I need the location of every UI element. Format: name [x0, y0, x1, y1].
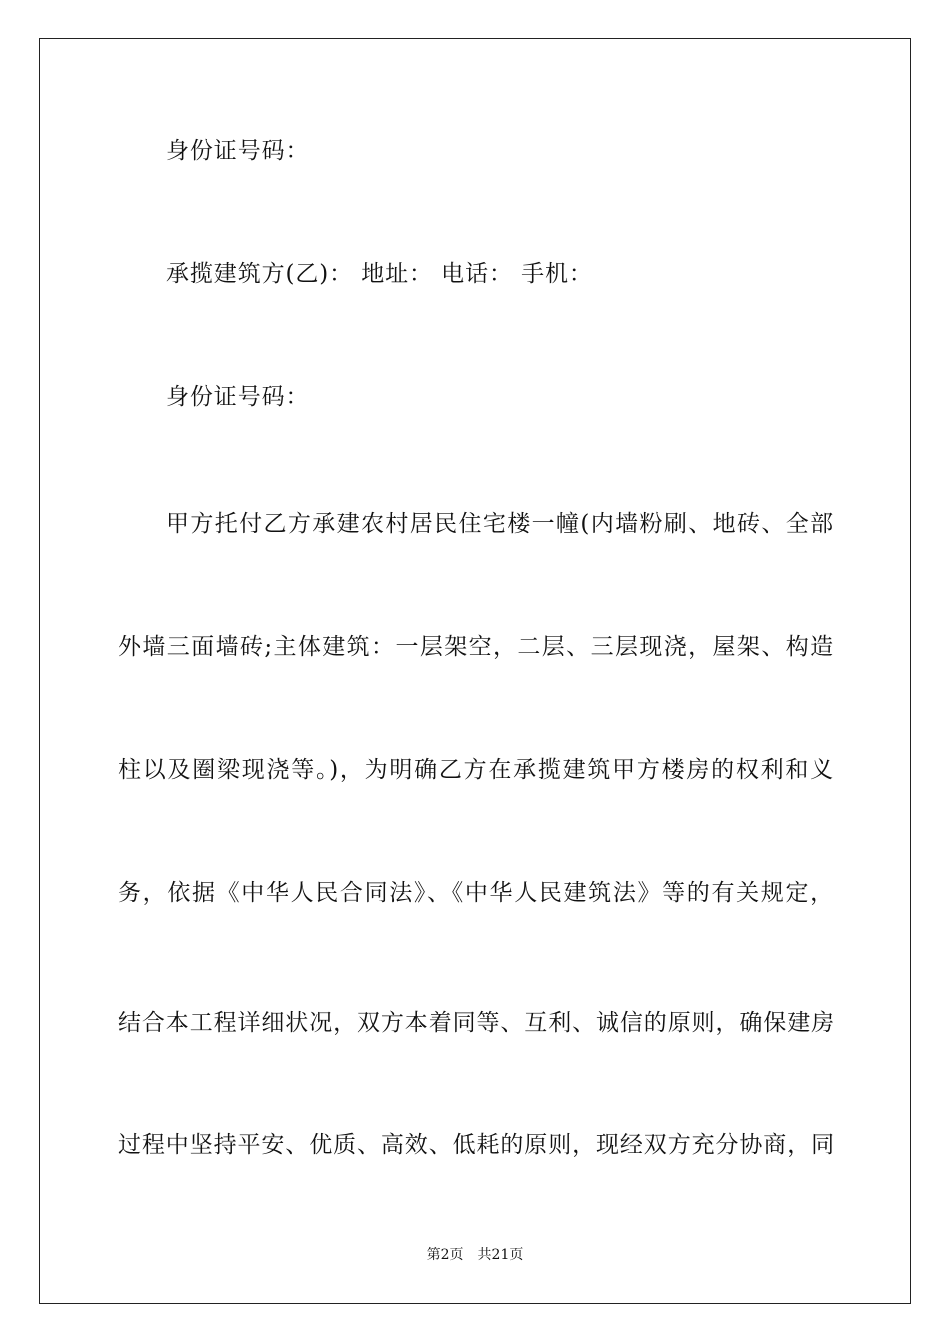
- paragraph-line-2: 外墙三面墙砖;主体建筑：一层架空，二层、三层现浇，屋架、构造: [118, 634, 834, 660]
- page-total: 共21页: [477, 1247, 524, 1263]
- paragraph-line-5: 结合本工程详细状况，双方本着同等、互利、诚信的原则，确保建房: [118, 1010, 835, 1036]
- page-border: [39, 38, 911, 1304]
- paragraph-line-1: 甲方托付乙方承建农村居民住宅楼一幢(内墙粉刷、地砖、全部: [166, 511, 834, 537]
- id-number-label-party-a: 身份证号码：: [166, 138, 310, 164]
- page-footer: [0, 1245, 950, 1265]
- id-number-label-party-b: 身份证号码：: [166, 384, 310, 410]
- page-number: 第2页: [426, 1247, 464, 1263]
- paragraph-line-3: 柱以及圈梁现浇等。)，为明确乙方在承揽建筑甲方楼房的权利和义: [118, 757, 834, 783]
- paragraph-line-4: 务，依据《中华人民合同法》、《中华人民建筑法》等的有关规定，: [118, 880, 834, 906]
- party-b-contact-line: 承揽建筑方(乙)： 地址： 电话： 手机：: [166, 261, 593, 287]
- paragraph-line-6: 过程中坚持平安、优质、高效、低耗的原则，现经双方充分协商，同: [118, 1132, 835, 1158]
